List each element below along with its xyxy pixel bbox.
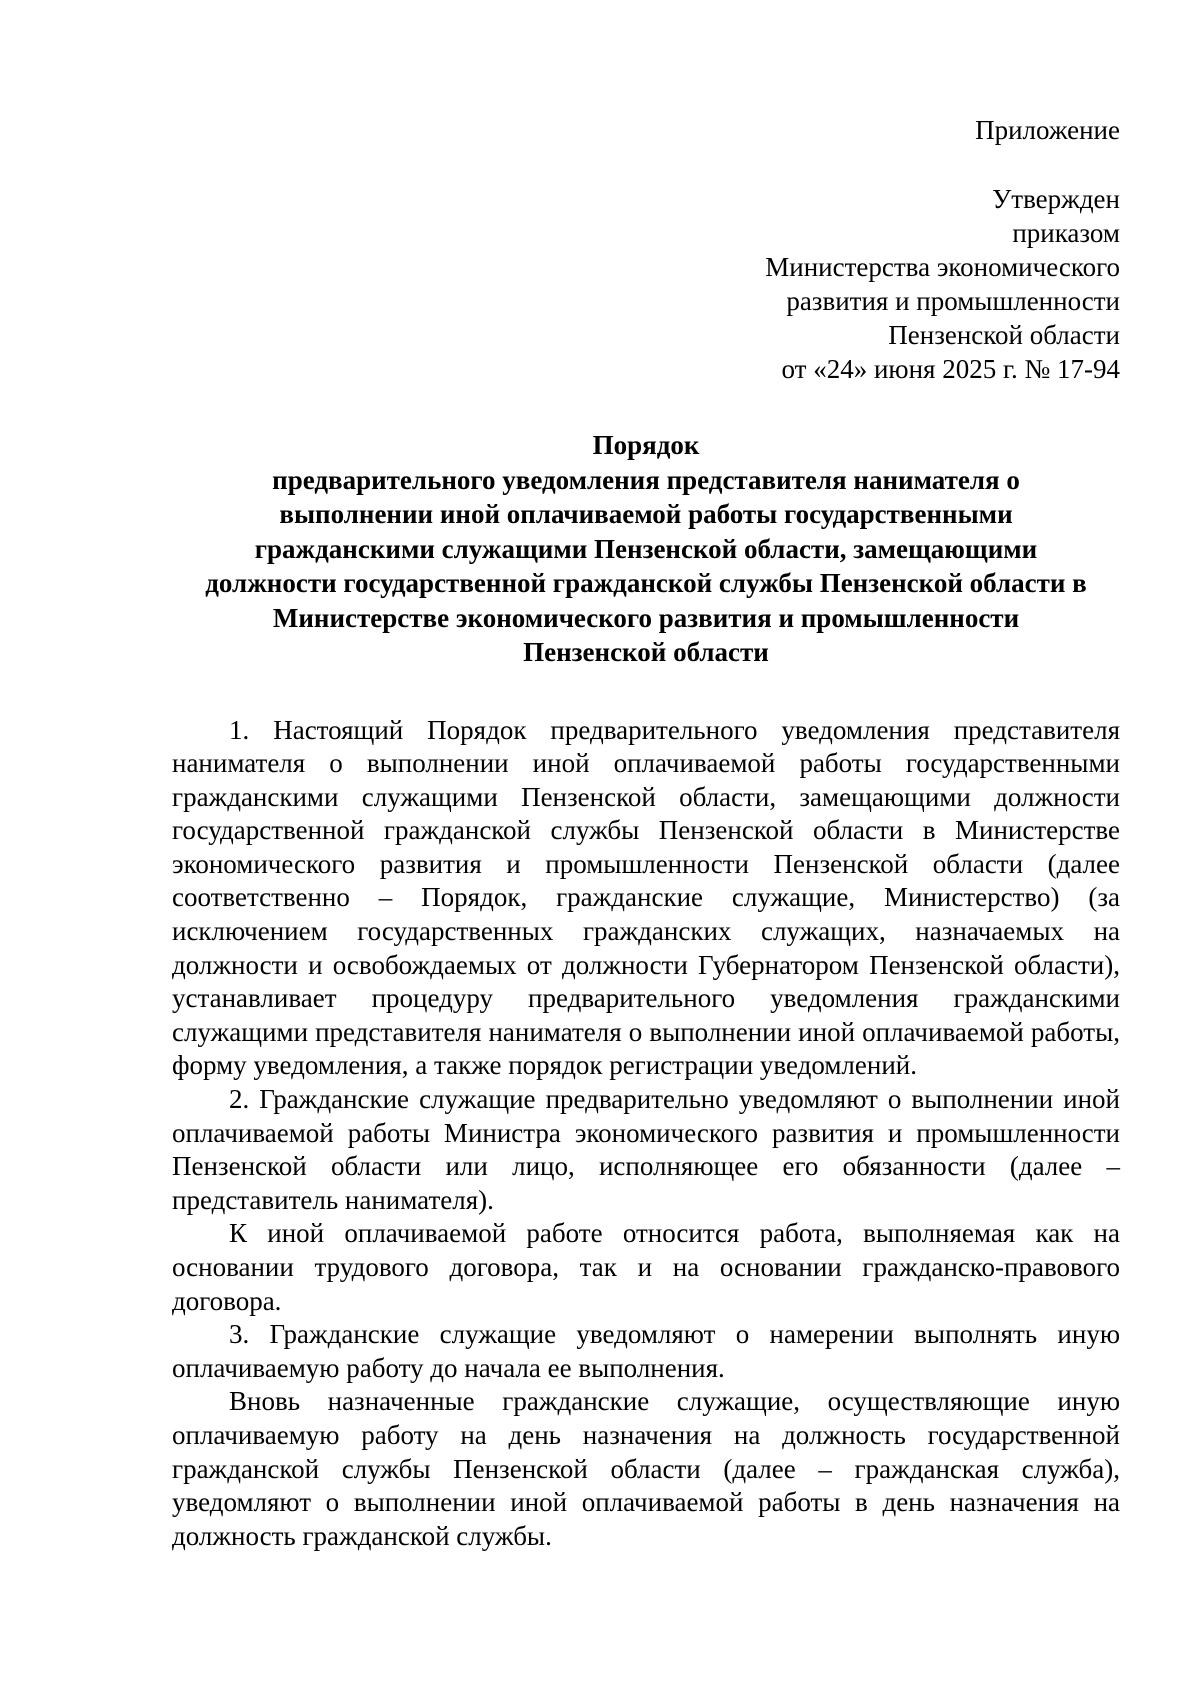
approval-line-approved: Утвержден [992, 184, 1120, 214]
approval-block [172, 182, 1120, 386]
title-line: выполнении иной оплачиваемой работы государственными [279, 499, 1013, 529]
title-line: гражданскими служащими Пензенской области, замещающими [254, 533, 1038, 564]
approval-line-region: Пензенской области [888, 320, 1120, 350]
appendix-label: Приложение [975, 115, 1120, 145]
approval-line-date-number: от «24» июня 2025 г. № 17-94 [781, 354, 1120, 384]
paragraph-3-newly-appointed: Вновь назначенные гражданские служащие, осуществляющие иную оплачиваемую работу на день назначения на должность государственной гражданской службы Пензенской области (далее – гражданская служба), уведомляют о выполнении иной оплачиваемой работы в день назначения на должность гражданской службы. [172, 1386, 1120, 1551]
title-line: предварительного уведомления представителя нанимателя о [272, 464, 1020, 495]
title-line: Порядок [592, 430, 700, 460]
title-line: должности государственной гражданской службы Пензенской области в [205, 568, 1087, 598]
approval-line-ministry-cont: развития и промышленности [786, 286, 1120, 316]
document-body [172, 714, 1120, 1554]
paragraph-1: 1. Настоящий Порядок предварительного уведомления представителя нанимателя о выполнении иной оплачиваемой работы государственными гражданскими служащими Пензенской области, замещающими должности государственной гражданской службы Пензенской области в Министерстве экономического развития и промышленности Пензенской области (далее соответственно – Порядок, гражданские служащие, Министерство) (за исключением государственных гражданских служащих, назначаемых на должности и освобождаемых от должности Губернатором Пензенской области), устанавливает процедуру предварительного уведомления гражданскими служащими представителя нанимателя о выполнении иной оплачиваемой работы, форму уведомления, а также порядок регистрации уведомлений. [172, 714, 1120, 1081]
document-title [172, 428, 1120, 670]
paragraph-3: 3. Гражданские служащие уведомляют о намерении выполнять иную оплачиваемую работу до начала ее выполнения. [172, 1319, 1120, 1383]
paragraph-2-other-work: К иной оплачиваемой работе относится работа, выполняемая как на основании трудового договора, так и на основании гражданско-правового договора. [172, 1218, 1120, 1316]
title-line: Пензенской области [523, 637, 769, 667]
approval-line-ministry: Министерства экономического [765, 252, 1120, 282]
title-line: Министерстве экономического развития и промышленности [272, 602, 1020, 633]
document-content [172, 113, 1120, 1553]
paragraph-2: 2. Гражданские служащие предварительно уведомляют о выполнении иной оплачиваемой работы Министра экономического развития и промышленности Пензенской области или лицо, исполняющее его обязанности (далее – представитель нанимателя). [172, 1084, 1120, 1215]
approval-line-order: приказом [1012, 218, 1120, 248]
